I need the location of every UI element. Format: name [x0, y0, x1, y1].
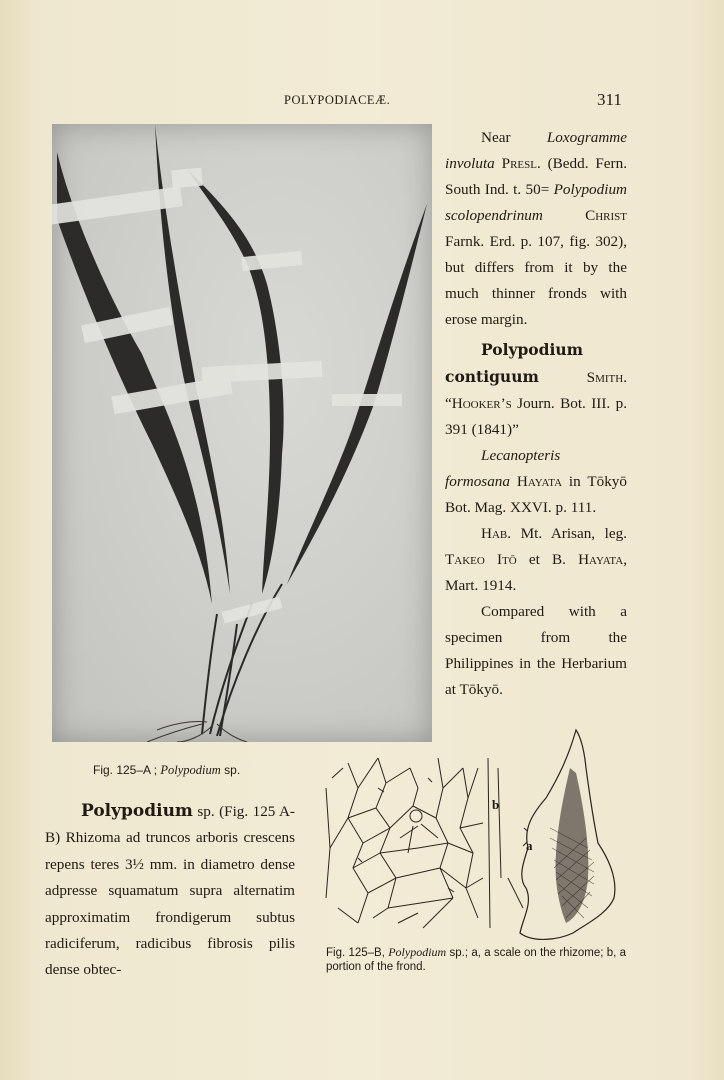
synonym-name: Polypodium scolopendrinum	[445, 181, 628, 224]
synonym2-author: Hayata	[516, 473, 563, 490]
species2-reference: Journ. Bot. III. p. 391 (1841)”	[445, 395, 627, 438]
description-paragraph	[45, 798, 295, 984]
right-column-text	[445, 125, 627, 703]
fig-b-drawing	[318, 728, 624, 946]
habitat-paragraph	[445, 521, 627, 599]
species2-name: Polypodium contiguum	[445, 340, 584, 386]
fig-a-taxon: Polypodium	[160, 763, 221, 777]
fig-b-caption-text: sp.; a, a scale on the rhizome; b, a portion of the frond.	[326, 947, 626, 973]
fig-a-suffix: sp.	[224, 763, 241, 777]
fig-b-caption	[326, 945, 626, 974]
collector-2: Hayata,	[578, 551, 627, 568]
near-paragraph	[445, 125, 627, 333]
fig-b-label: Fig. 125–B,	[326, 947, 385, 959]
near-genus: Loxogramme	[546, 129, 627, 146]
species-name: Polypodium	[81, 801, 193, 821]
running-head	[0, 90, 724, 113]
synonym2-reference: in Tōkyō Bot. Mag. XXVI. p. 111.	[445, 473, 627, 516]
near-author: Presl.	[501, 155, 541, 172]
habitat-date: Mart. 1914.	[445, 577, 517, 594]
near-species: involuta	[445, 155, 495, 172]
species2-quote-open: “	[445, 395, 452, 412]
species2-author: Smith.	[586, 369, 627, 386]
synonym2-name: Lecanopteris formosana	[445, 447, 561, 490]
synonym-reference: Farnk. Erd. p. 107, fig. 302), but differs from it by the much thinner fronds with erose margin.	[445, 233, 627, 328]
near-reference: (Bedd. Fern. South Ind. t. 50=	[445, 155, 627, 198]
collector-1: Takeo Itō	[445, 551, 517, 568]
habitat-text: Mt. Arisan, leg.	[520, 525, 627, 542]
latin-description: Rhizoma ad truncos arboris crescens repens teres 3½ mm. in diametro dense adpresse squamatum supra alternatim approximatim frondigerum subtus radiciferum, radicibus fibrosis pilis dense obtec-	[45, 829, 295, 979]
species2-ref-author: Hooker’s	[451, 395, 512, 412]
frond-venation	[326, 758, 501, 928]
synonym2-paragraph	[445, 443, 627, 521]
fig-a-caption	[93, 763, 240, 778]
habitat-et: et B.	[528, 551, 566, 568]
fig-b-taxon: Polypodium	[388, 945, 447, 959]
species-description	[45, 798, 295, 984]
near-prefix: Near	[481, 129, 511, 146]
label-a: a	[526, 838, 533, 853]
pointer-b	[508, 878, 523, 908]
running-title: POLYPODIACEÆ.	[284, 93, 391, 107]
synonym-author: Christ	[585, 207, 627, 224]
label-b: b	[492, 797, 500, 812]
species2-paragraph	[445, 337, 627, 443]
rhizome-scale	[520, 730, 615, 939]
page-number: 311	[597, 90, 622, 109]
species-figure-ref: sp. (Fig. 125 A-B)	[45, 803, 295, 847]
fern-fronds-illustration	[52, 124, 432, 742]
fig-a-label: Fig. 125–A ;	[93, 763, 158, 777]
specimen-photograph	[52, 124, 432, 742]
habitat-label: Hab.	[481, 525, 512, 542]
compared-paragraph: Compared with a specimen from the Philippines in the Herbarium at Tōkyō.	[445, 603, 627, 698]
